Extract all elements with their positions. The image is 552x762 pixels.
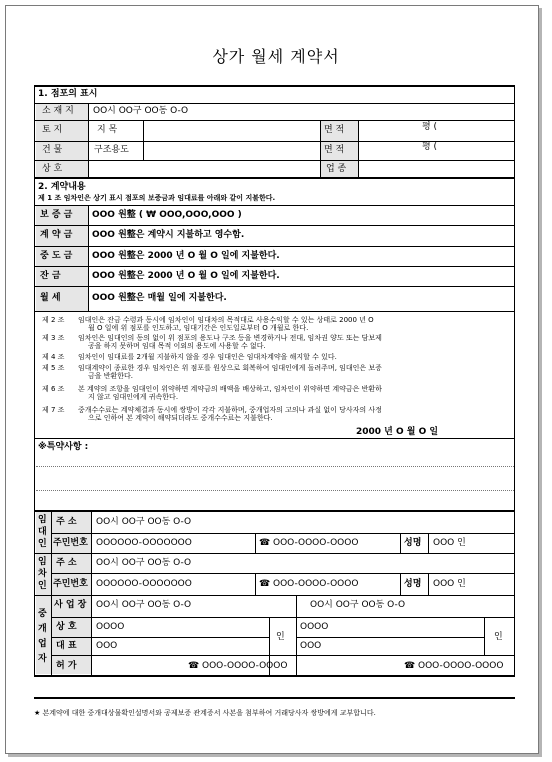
article-text-cont: 금을 반환한다. — [88, 372, 134, 380]
article-number: 제 2 조 — [42, 316, 65, 324]
payment-row-value: OOO 원整은 매월 일에 지불한다. — [92, 293, 227, 303]
building-area-label: 면 적 — [324, 145, 345, 155]
broker-phone-left: OOO-OOOO-OOOO — [202, 661, 288, 671]
footer-rule — [34, 697, 515, 699]
business-label: 업 종 — [326, 164, 347, 174]
landlord-label: 임 대 인 — [38, 515, 47, 549]
article-number: 제 7 조 — [42, 406, 65, 414]
building-label: 건 물 — [42, 145, 63, 155]
tenant-rrn-label: 주민번호 — [53, 579, 88, 589]
article-number: 제 4 조 — [42, 353, 65, 361]
contract-date: 2000 년 O 월 O 일 — [356, 427, 439, 437]
building-area-unit: 평 ( — [422, 142, 438, 152]
document-title: 상가 월세 계약서 — [212, 47, 340, 66]
phone-icon: ☎ — [259, 538, 271, 548]
article-number: 제 6 조 — [42, 385, 65, 393]
tenant-address-label: 주 소 — [56, 558, 77, 568]
payment-row-label: 월 세 — [40, 293, 61, 303]
article-text-cont: 지 않고 임대인에게 귀속한다. — [88, 393, 179, 401]
sec2-heading: 2. 계약내용 — [38, 182, 86, 192]
tenant-address-value: OO시 OO구 OO동 O-O — [96, 558, 192, 568]
landlord-rrn-value: OOOOOO-OOOOOOO — [96, 538, 192, 548]
broker-office-right: OO시 OO구 OO동 O-O — [310, 600, 406, 610]
trade-label: 상 호 — [42, 164, 63, 174]
location-label: 소 재 지 — [42, 106, 74, 116]
landlord-address-label: 주 소 — [56, 517, 77, 527]
building-type: 구조용도 — [94, 145, 129, 155]
article-text: 임대계약이 종료한 경우 임차인은 위 점포를 원상으로 회복하여 임대인에게 돌려주며, 임대인은 보증 — [78, 364, 382, 372]
broker-rep-label: 대 표 — [56, 641, 77, 651]
article-text: 본 계약의 조항을 임대인이 위약하면 계약금의 배액을 배상하고, 임차인이 위약하면 계약금은 반환하 — [78, 385, 382, 393]
sec1-top-border — [34, 85, 515, 87]
broker-trade-label: 상 호 — [56, 622, 77, 632]
article-text: 임차인은 임대인의 동의 없이 위 점포의 용도나 구조 등을 변경하거나 전대, 임차권 양도 또는 담보제 — [78, 334, 382, 342]
article-text: 중개수수료는 계약체결과 동시에 쌍방이 각각 지불하며, 중개업자의 고의나 과실 없이 당사자의 사정 — [78, 406, 382, 414]
broker-label: 중 개 업 자 — [38, 609, 47, 664]
tenant-name-label: 성명 — [404, 579, 422, 589]
broker-rep-right: OOO — [300, 641, 322, 651]
payment-row-value: OOO 원整은 2000 년 O 월 O 일에 지불한다. — [92, 250, 280, 261]
phone-icon: ☎ — [259, 579, 271, 589]
special-terms-label: ※특약사항 : — [38, 442, 89, 452]
broker-phone-right: OOO-OOOO-OOOO — [418, 661, 504, 671]
broker-rep-left: OOO — [96, 641, 118, 651]
article-text: 임차인이 임대료를 2개월 지불하지 않을 경우 임대인은 임대차계약을 해지할 수 있다. — [78, 353, 337, 361]
article-text-cont: 공을 하지 못하며 임대 목적 이외의 용도에 사용할 수 없다. — [88, 342, 266, 350]
article-1: 제 1 조 임차인은 상기 표시 점포의 보증금과 임대료를 아래와 같이 지불한다. — [38, 194, 276, 202]
footnote: ★ 본계약에 대한 중개대상물확인설명서와 공제보증 관계증서 사본을 첨부하여 거래당사자 쌍방에게 교부합니다. — [34, 709, 376, 717]
broker-seal-left: 인 — [276, 632, 285, 642]
article-number: 제 3 조 — [42, 334, 65, 342]
broker-license-label: 허 가 — [56, 661, 77, 671]
landlord-rrn-label: 주민번호 — [53, 538, 88, 548]
tenant-name-value: OOO 인 — [433, 579, 466, 589]
land-type-label: 지 목 — [97, 125, 118, 135]
broker-office-left: OO시 OO구 OO동 O-O — [96, 600, 192, 610]
article-text-cont: 으로 인하여 본 계약이 해약되더라도 중개수수료는 지불한다. — [88, 414, 273, 422]
landlord-address-value: OO시 OO구 OO동 O-O — [96, 517, 192, 527]
payment-row-label: 잔 금 — [40, 270, 61, 281]
landlord-phone-value: OOO-OOOO-OOOO — [273, 538, 359, 548]
landlord-name-label: 성명 — [404, 538, 422, 548]
sec1-heading: 1. 점포의 표시 — [38, 89, 98, 99]
payment-row-label: 보 증 금 — [40, 209, 73, 220]
tenant-rrn-value: OOOOOO-OOOOOOO — [96, 579, 192, 589]
payment-row-value: OOO 원整은 2000 년 O 월 O 일에 지불한다. — [92, 270, 280, 281]
payment-row-value: OOO 원整 ( ₩ OOO,OOO,OOO ) — [92, 209, 242, 220]
tenant-phone-value: OOO-OOOO-OOOO — [273, 579, 359, 589]
payment-row-label: 계 약 금 — [40, 230, 73, 240]
phone-icon: ☎ — [188, 661, 200, 671]
broker-seal-right: 인 — [494, 632, 503, 642]
location-value: OO시 OO구 OO동 O-O — [93, 106, 189, 116]
article-text-cont: 월 O 일에 위 점포를 인도하고, 임대기간은 인도일로부터 O 개월로 한다. — [88, 324, 309, 332]
landlord-name-value: OOO 인 — [433, 538, 466, 548]
phone-icon: ☎ — [404, 661, 416, 671]
payment-row-label: 중 도 금 — [40, 250, 73, 261]
article-text: 임대인은 잔금 수령과 동시에 임차인이 임대차의 목적대로 사용수익할 수 있는 상태로 2000 년 O — [78, 316, 374, 324]
broker-office-label: 사 업 장 — [54, 600, 87, 610]
article-number: 제 5 조 — [42, 364, 65, 372]
land-area-unit: 평 ( — [422, 122, 438, 132]
broker-trade-left: OOOO — [96, 622, 125, 632]
land-area-label: 면 적 — [324, 125, 345, 135]
payment-row-value: OOO 원整은 계약시 지불하고 영수함. — [92, 230, 245, 240]
tenant-label: 임 차 인 — [38, 557, 47, 591]
broker-trade-right: OOOO — [300, 622, 329, 632]
land-label: 토 지 — [42, 125, 63, 135]
